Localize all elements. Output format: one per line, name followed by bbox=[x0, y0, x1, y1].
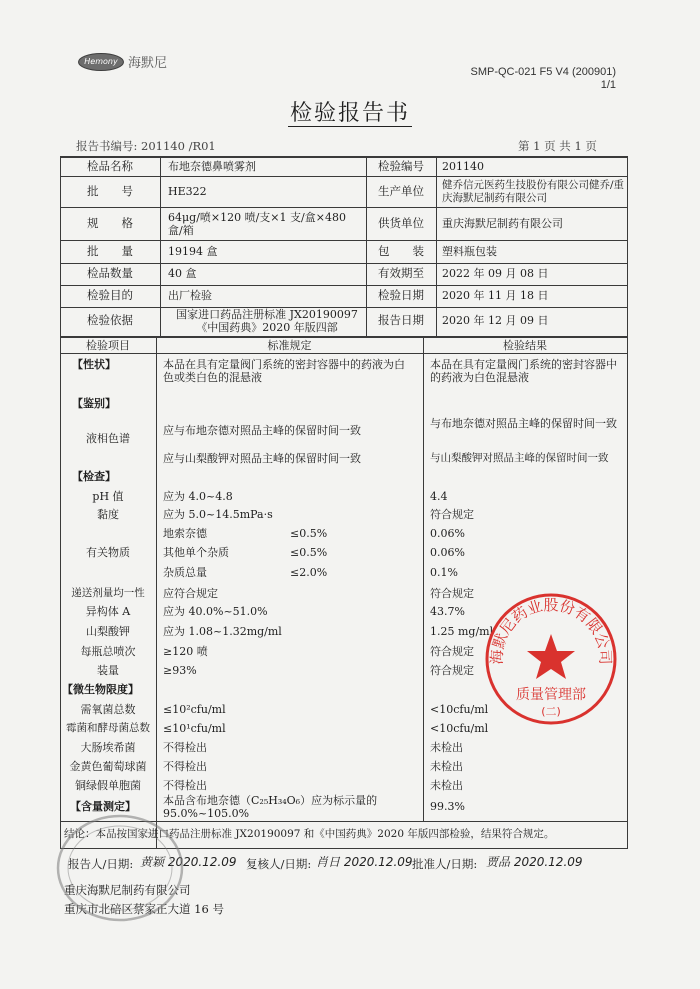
assay-standard-1: 本品含布地奈德（C₂₅H₃₄O₆）应为标示量的 bbox=[163, 794, 378, 807]
fill-standard: ≥93% bbox=[163, 664, 197, 677]
row-line bbox=[60, 285, 628, 286]
lot-size-value: 19194 盒 bbox=[168, 245, 218, 258]
lc-standard-2: 应与山梨酸钾对照品主峰的保留时间一致 bbox=[163, 452, 361, 465]
reporter-label: 报告人/日期: bbox=[68, 857, 134, 871]
row-line bbox=[60, 336, 628, 338]
document-code bbox=[470, 66, 616, 92]
spec-value: 64μg/喷×120 喷/支×1 支/盒×480 盒/箱 bbox=[168, 211, 346, 237]
col-header-item: 检验项目 bbox=[86, 339, 130, 352]
page-info: 第 1 页 共 1 页 bbox=[518, 139, 597, 153]
staph-label: 金黄色葡萄球菌 bbox=[69, 760, 147, 773]
approver-signature: 贾品 2020.12.09 bbox=[486, 855, 583, 869]
rs2-result: 0.06% bbox=[430, 546, 465, 559]
lc-standard-1: 应与布地奈德对照品主峰的保留时间一致 bbox=[163, 424, 361, 437]
row-line bbox=[60, 240, 628, 241]
aerobic-label: 需氧菌总数 bbox=[80, 703, 136, 716]
sprays-result: 符合规定 bbox=[430, 645, 474, 658]
inspection-no-label: 检验编号 bbox=[378, 159, 424, 173]
isomer-label: 异构体 A bbox=[85, 605, 131, 618]
rs3-result: 0.1% bbox=[430, 566, 458, 579]
appearance-standard: 本品在具有定量阀门系统的密封容器中的药液为白色或类白色的混悬液 bbox=[163, 358, 405, 384]
viscosity-result: 符合规定 bbox=[430, 508, 474, 521]
aerobic-standard: ≤10²cfu/ml bbox=[163, 703, 226, 716]
report-number: 报告书编号: 201140 /R01 bbox=[76, 139, 216, 153]
logo-mark: Hemony bbox=[78, 53, 124, 71]
section-appearance: 【性状】 bbox=[72, 358, 116, 371]
ecoli-result: 未检出 bbox=[430, 741, 463, 754]
rs1-limit: ≤0.5% bbox=[290, 527, 328, 540]
company-seal bbox=[50, 808, 190, 928]
rs3-name: 杂质总量 bbox=[163, 566, 207, 579]
manufacturer-label: 生产单位 bbox=[378, 184, 424, 198]
doc-code-text: SMP-QC-021 F5 V4 (200901) bbox=[470, 66, 616, 78]
sample-qty-value: 40 盒 bbox=[168, 267, 197, 280]
purpose-label: 检验目的 bbox=[87, 288, 133, 302]
sorbate-result: 1.25 mg/ml bbox=[430, 625, 494, 638]
rs1-name: 地索奈德 bbox=[163, 527, 207, 540]
staph-standard: 不得检出 bbox=[163, 760, 207, 773]
title-text: 检验报告书 bbox=[289, 101, 410, 126]
page-fraction: 1/1 bbox=[600, 79, 616, 91]
pseudomonas-label: 铜绿假单胞菌 bbox=[75, 779, 141, 792]
lc-result-1: 与布地奈德对照品主峰的保留时间一致 bbox=[430, 417, 617, 430]
package-label: 包 装 bbox=[378, 244, 424, 258]
pseudomonas-result: 未检出 bbox=[430, 779, 463, 792]
stamp-num-text: (二) bbox=[541, 705, 561, 718]
table-border-top bbox=[60, 156, 628, 158]
supplier-value: 重庆海默尼制药有限公司 bbox=[442, 217, 563, 230]
dose-uniformity-standard: 应符合规定 bbox=[163, 587, 218, 600]
aerobic-result: <10cfu/ml bbox=[430, 703, 489, 716]
section-identification: 【鉴别】 bbox=[72, 397, 116, 410]
manufacturer-value: 健乔信元医药生技股份有限公司健乔/重庆海默尼制药有限公司 bbox=[442, 179, 625, 204]
appearance-result: 本品在具有定量阀门系统的密封容器中的药液为白色混悬液 bbox=[430, 358, 617, 384]
mold-label: 霉菌和酵母菌总数 bbox=[66, 722, 150, 734]
col-header-result: 检验结果 bbox=[503, 339, 547, 352]
result-col-line bbox=[156, 336, 157, 848]
rs2-name: 其他单个杂质 bbox=[163, 546, 229, 559]
rs1-result: 0.06% bbox=[430, 527, 465, 540]
ph-label: pH 值 bbox=[92, 490, 124, 503]
supplier-label: 供货单位 bbox=[378, 216, 424, 230]
basis-label: 检验依据 bbox=[87, 313, 133, 327]
test-date-label: 检验日期 bbox=[378, 288, 424, 302]
footer-company: 重庆海默尼制药有限公司 bbox=[64, 883, 191, 897]
sorbate-standard: 应为 1.08~1.32mg/ml bbox=[163, 625, 282, 638]
spec-label: 规 格 bbox=[87, 216, 133, 230]
batch-label: 批 号 bbox=[87, 184, 133, 198]
section-microbial: 【微生物限度】 bbox=[62, 683, 139, 696]
footer-address: 重庆市北碚区蔡家正大道 16 号 bbox=[64, 902, 224, 916]
rs2-limit: ≤0.5% bbox=[290, 546, 328, 559]
star-icon bbox=[527, 634, 575, 679]
reviewer-signature: 肖日 2020.12.09 bbox=[316, 855, 413, 869]
dose-uniformity-label: 递送剂量均一性 bbox=[71, 587, 145, 599]
page-title bbox=[0, 96, 700, 127]
company-logo bbox=[78, 52, 167, 71]
inspection-no-value: 201140 bbox=[442, 160, 484, 173]
row-line bbox=[60, 176, 628, 177]
row-line bbox=[60, 353, 628, 354]
viscosity-standard: 应为 5.0~14.5mPa·s bbox=[163, 508, 273, 521]
reporter-signature: 黄颖 2020.12.09 bbox=[140, 855, 237, 869]
conclusion: 结论：本品按国家进口药品注册标准 JX20190097 和《中国药典》2020 年版四部检验，结果符合规定。 bbox=[64, 828, 555, 840]
batch-value: HE322 bbox=[168, 185, 207, 198]
row-line bbox=[60, 263, 628, 264]
pseudomonas-standard: 不得检出 bbox=[163, 779, 207, 792]
result-col-line bbox=[423, 336, 424, 821]
info-col-line bbox=[160, 156, 161, 336]
staph-result: 未检出 bbox=[430, 760, 463, 773]
section-assay: 【含量测定】 bbox=[70, 800, 136, 813]
ecoli-standard: 不得检出 bbox=[163, 741, 207, 754]
package-value: 塑料瓶包装 bbox=[442, 245, 497, 258]
test-date-value: 2020 年 11 月 18 日 bbox=[442, 289, 549, 302]
approver-label: 批准人/日期: bbox=[412, 857, 478, 871]
lc-label: 液相色谱 bbox=[86, 432, 130, 445]
ph-result: 4.4 bbox=[430, 490, 448, 503]
expiry-label: 有效期至 bbox=[378, 266, 424, 280]
ph-standard: 应为 4.0~4.8 bbox=[163, 490, 233, 503]
expiry-value: 2022 年 09 月 08 日 bbox=[442, 267, 549, 280]
logo-text: 海默尼 bbox=[128, 56, 168, 71]
related-substances-label: 有关物质 bbox=[86, 546, 130, 559]
purpose-value: 出厂检验 bbox=[168, 289, 212, 302]
basis-line2: 《中国药典》2020 年版四部 bbox=[196, 321, 338, 334]
info-col-line bbox=[436, 156, 437, 336]
assay-standard-2: 95.0%~105.0% bbox=[163, 807, 250, 820]
section-tests: 【检查】 bbox=[72, 470, 116, 483]
product-name-value: 布地奈德鼻喷雾剂 bbox=[168, 160, 256, 173]
sorbate-label: 山梨酸钾 bbox=[86, 625, 130, 638]
assay-result: 99.3% bbox=[430, 800, 465, 813]
mold-standard: ≤10¹cfu/ml bbox=[163, 722, 226, 735]
col-header-standard: 标准规定 bbox=[267, 339, 312, 352]
sample-qty-label: 检品数量 bbox=[87, 266, 133, 280]
isomer-standard: 应为 40.0%~51.0% bbox=[163, 605, 268, 618]
dose-uniformity-result: 符合规定 bbox=[430, 587, 474, 600]
report-date-value: 2020 年 12 月 09 日 bbox=[442, 314, 549, 327]
rs3-limit: ≤2.0% bbox=[290, 566, 328, 579]
stamp-dept-text: 质量管理部 bbox=[516, 687, 586, 703]
quality-stamp bbox=[482, 590, 620, 728]
mold-result: <10cfu/ml bbox=[430, 722, 489, 735]
lc-result-2: 与山梨酸钾对照品主峰的保留时间一致 bbox=[430, 452, 609, 464]
table-border-right bbox=[627, 156, 628, 849]
stamp-company-text: 海默尼药业股份有限公司 bbox=[487, 596, 615, 665]
fill-label: 装量 bbox=[97, 664, 119, 677]
isomer-result: 43.7% bbox=[430, 605, 465, 618]
viscosity-label: 黏度 bbox=[97, 508, 119, 521]
basis-line1: 国家进口药品注册标准 JX20190097 bbox=[176, 308, 358, 321]
reviewer-label: 复核人/日期: bbox=[246, 857, 312, 871]
sprays-label: 每瓶总喷次 bbox=[80, 645, 136, 658]
row-line bbox=[60, 207, 628, 208]
lot-size-label: 批 量 bbox=[87, 244, 133, 258]
product-name-label: 检品名称 bbox=[87, 159, 133, 173]
fill-result: 符合规定 bbox=[430, 664, 474, 677]
sprays-standard: ≥120 喷 bbox=[163, 645, 208, 658]
report-date-label: 报告日期 bbox=[378, 313, 424, 327]
ecoli-label: 大肠埃希菌 bbox=[80, 741, 136, 754]
